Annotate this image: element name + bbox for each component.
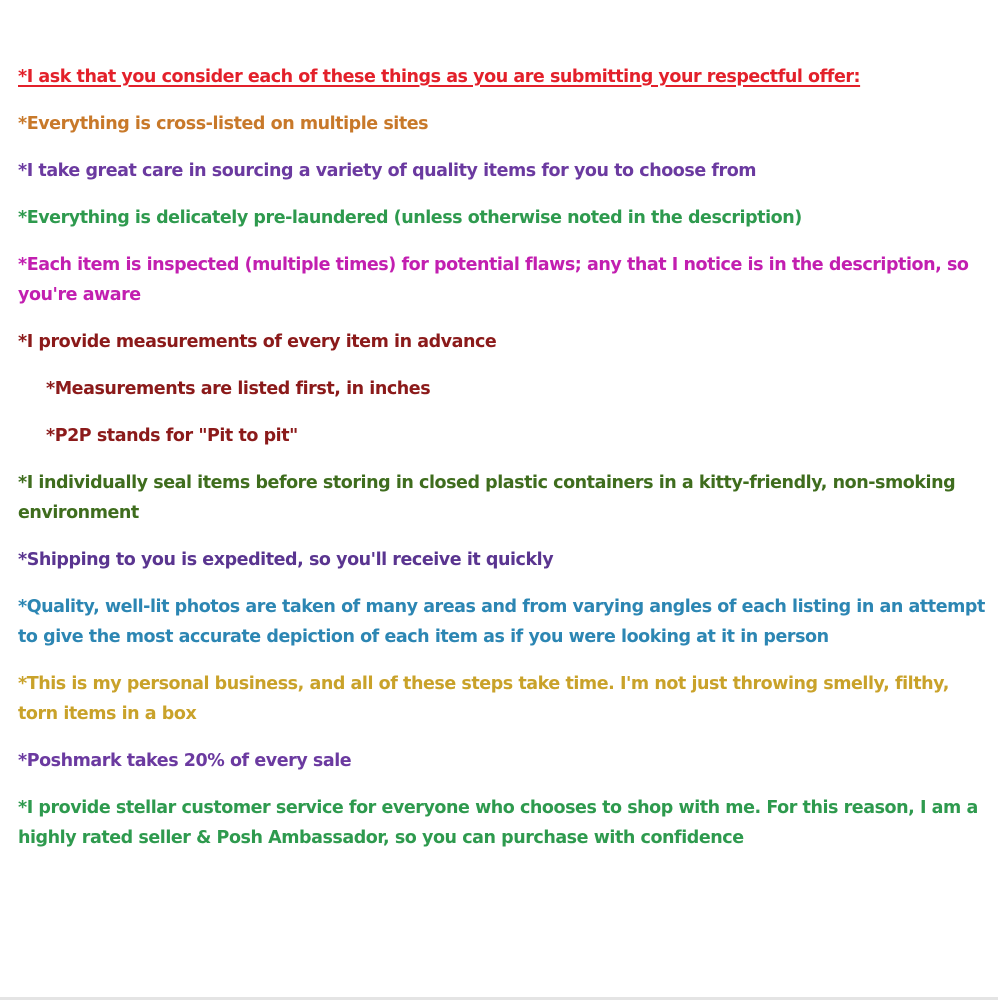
item-poshmark-fee: *Poshmark takes 20% of every sale [18, 751, 352, 771]
item-shipping: *Shipping to you is expedited, so you'll receive it quickly [18, 550, 554, 570]
item-inspected: *Each item is inspected (multiple times) for potential flaws; any that I notice is in the description, so you're aware [18, 255, 969, 305]
item-personal-business: *This is my personal business, and all of these steps take time. I'm not just throwing smelly, filthy, torn items in a box [18, 674, 949, 724]
item-customer-service: *I provide stellar customer service for everyone who chooses to shop with me. For this reason, I am a highly rated seller & Posh Ambassador, so you can purchase with confidence [18, 798, 978, 848]
item-sourcing: *I take great care in sourcing a variety of quality items for you to choose from [18, 161, 757, 181]
item-p2p-definition: *P2P stands for "Pit to pit" [46, 426, 298, 446]
item-pre-laundered: *Everything is delicately pre-laundered (unless otherwise noted in the description) [18, 208, 802, 228]
guidelines-heading: *I ask that you consider each of these things as you are submitting your respectful offer: [18, 67, 861, 87]
item-sealed-storage: *I individually seal items before storing in closed plastic containers in a kitty-friendly, non-smoking environment [18, 473, 956, 523]
item-measurements: *I provide measurements of every item in advance [18, 332, 497, 352]
item-measurements-inches: *Measurements are listed first, in inches [46, 379, 431, 399]
item-photos: *Quality, well-lit photos are taken of many areas and from varying angles of each listing in an attempt to give the most accurate depiction of each item as if you were looking at it in person [18, 597, 985, 647]
item-cross-listed: *Everything is cross-listed on multiple sites [18, 114, 429, 134]
